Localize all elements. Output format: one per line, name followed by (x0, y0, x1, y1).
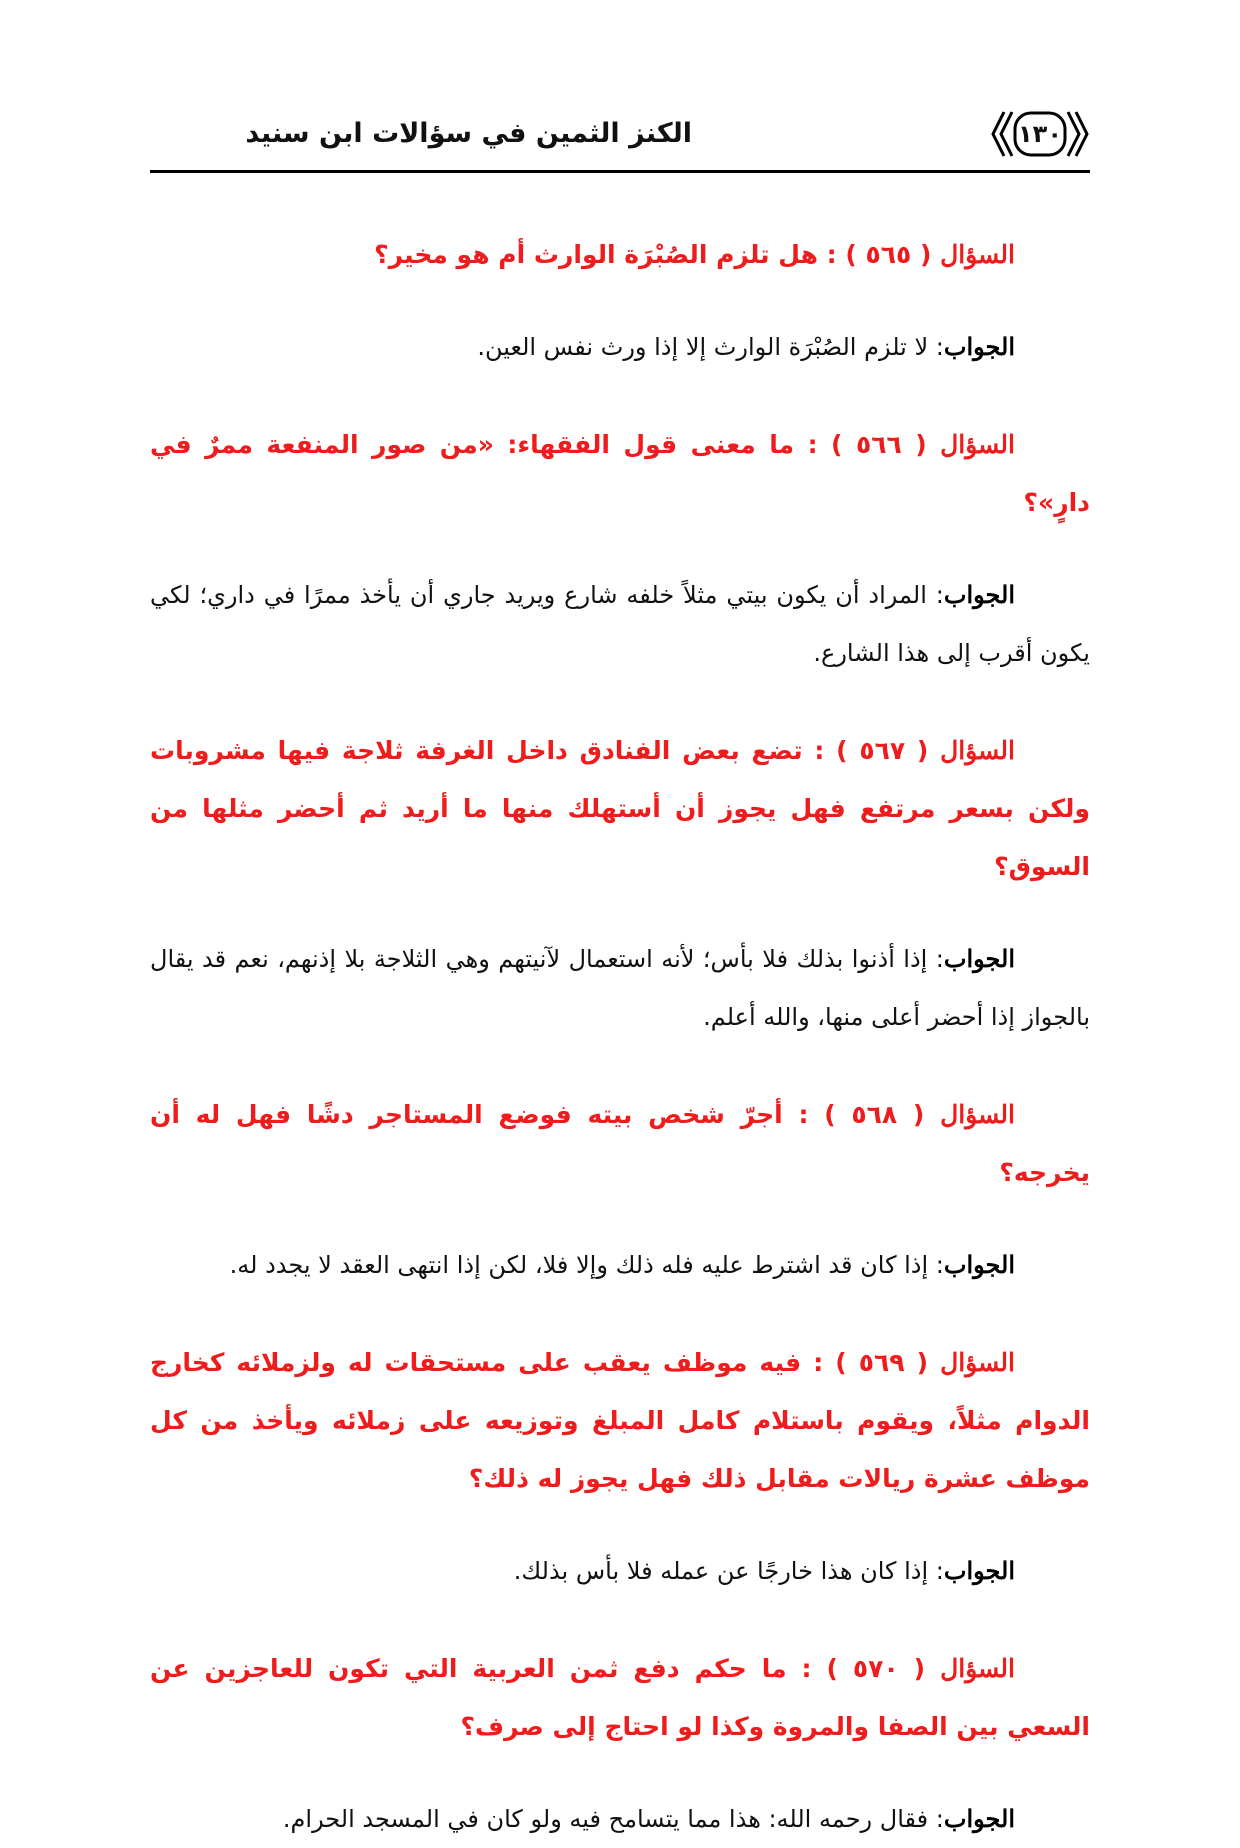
question-number: ( ٥٦٦ ) : (807, 430, 927, 459)
answer-body: المراد أن يكون بيتي مثلاً خلفه شارع ويريد جاري أن يأخذ ممرًا في داري؛ لكي يكون أقرب إلى هذا الشارع. (150, 581, 1090, 667)
answer-label: الجواب (943, 1250, 1015, 1279)
page-body (150, 226, 1090, 1848)
question-number: ( ٥٦٨ ) : (798, 1100, 925, 1129)
answer-text: الجواب: إذا كان هذا خارجًا عن عمله فلا بأس بذلك. (513, 1556, 1015, 1585)
question-body: ما معنى قول الفقهاء: «من صور المنفعة ممرٌ في دارٍ»؟ (150, 430, 1090, 517)
answer-text: الجواب: إذا كان قد اشترط عليه فله ذلك وإلا فلا، لكن إذا انتهى العقد لا يجدد له. (229, 1250, 1015, 1279)
answer-body: إذا كان هذا خارجًا عن عمله فلا بأس بذلك. (513, 1557, 929, 1585)
question-label: السؤال (940, 1348, 1015, 1377)
question-body: ما حكم دفع ثمن العربية التي تكون للعاجزين عن السعي بين الصفا والمروة وكذا لو احتاج إلى صرف؟ (150, 1654, 1090, 1741)
question-body: تضع بعض الفنادق داخل الغرفة ثلاجة فيها مشروبات ولكن بسعر مرتفع فهل يجوز أن أستهلك منها ما أريد ثم أحضر مثلها من السوق؟ (150, 736, 1090, 881)
question-text (150, 226, 1090, 284)
question-number: ( ٥٧٠ ) : (801, 1654, 926, 1683)
answer-label: الجواب (943, 944, 1016, 973)
page-number-badge (990, 108, 1090, 160)
question-body: فيه موظف يعقب على مستحقات له ولزملائه كخارج الدوام مثلاً، ويقوم باستلام كامل المبلغ وتوزيعه على زملائه ويأخذ من كل موظف عشرة ريالات مقابل ذلك فهل يجوز له ذلك؟ (150, 1348, 1090, 1493)
question-label: السؤال (940, 1100, 1015, 1129)
qa-item (150, 722, 1090, 1046)
page-header (150, 108, 1090, 174)
answer-body: إذا أذنوا بذلك فلا بأس؛ لأنه استعمال لآنيتهم وهي الثلاجة بلا إذنهم، نعم قد يقال بالجواز إذا أحضر أعلى منها، والله أعلم. (150, 945, 1090, 1031)
qa-item (150, 1086, 1090, 1294)
book-title: الكنز الثمين في سؤالات ابن سنيد (245, 118, 692, 149)
header-divider (150, 170, 1090, 173)
question-text (150, 1086, 1090, 1202)
answer-body: إذا كان قد اشترط عليه فله ذلك وإلا فلا، لكن إذا انتهى العقد لا يجدد له. (229, 1251, 929, 1279)
question-text (150, 1334, 1090, 1508)
answer-label: الجواب (943, 1556, 1015, 1585)
page-number: ١٣٠ (1018, 120, 1062, 148)
question-number: ( ٥٦٥ ) : (826, 240, 932, 269)
question-text (150, 1640, 1090, 1756)
answer-label: الجواب (943, 332, 1015, 361)
answer-text: الجواب: إذا أذنوا بذلك فلا بأس؛ لأنه استعمال لآنيتهم وهي الثلاجة بلا إذنهم، نعم قد يقال بالجواز إذا أحضر أعلى منها، والله أعلم. (150, 944, 1090, 1031)
question-label: السؤال (940, 736, 1015, 765)
question-body: أجرّ شخص بيته فوضع المستاجر دشًا فهل له أن يخرجه؟ (150, 1100, 1090, 1187)
question-label: السؤال (940, 430, 1015, 459)
answer-label: الجواب (943, 580, 1016, 609)
answer-label: الجواب (943, 1804, 1015, 1833)
qa-item (150, 226, 1090, 376)
question-text (150, 722, 1090, 896)
qa-item (150, 1334, 1090, 1600)
question-number: ( ٥٦٧ ) : (814, 736, 929, 765)
question-number: ( ٥٦٩ ) : (813, 1348, 929, 1377)
answer-body: لا تلزم الصُبْرَة الوارث إلا إذا ورث نفس العين. (477, 333, 929, 361)
question-body: هل تلزم الصُبْرَة الوارث أم هو مخير؟ (374, 240, 818, 269)
question-label: السؤال (940, 1654, 1015, 1683)
answer-text: الجواب: المراد أن يكون بيتي مثلاً خلفه شارع ويريد جاري أن يأخذ ممرًا في داري؛ لكي يكون أقرب إلى هذا الشارع. (150, 580, 1090, 667)
answer-body: فقال رحمه الله: هذا مما يتسامح فيه ولو كان في المسجد الحرام. (282, 1805, 929, 1833)
question-label: السؤال (940, 240, 1015, 269)
qa-item (150, 1640, 1090, 1848)
question-text (150, 416, 1090, 532)
answer-text: الجواب: فقال رحمه الله: هذا مما يتسامح فيه ولو كان في المسجد الحرام. (282, 1804, 1015, 1833)
qa-item (150, 416, 1090, 682)
answer-text: الجواب: لا تلزم الصُبْرَة الوارث إلا إذا ورث نفس العين. (477, 332, 1015, 361)
